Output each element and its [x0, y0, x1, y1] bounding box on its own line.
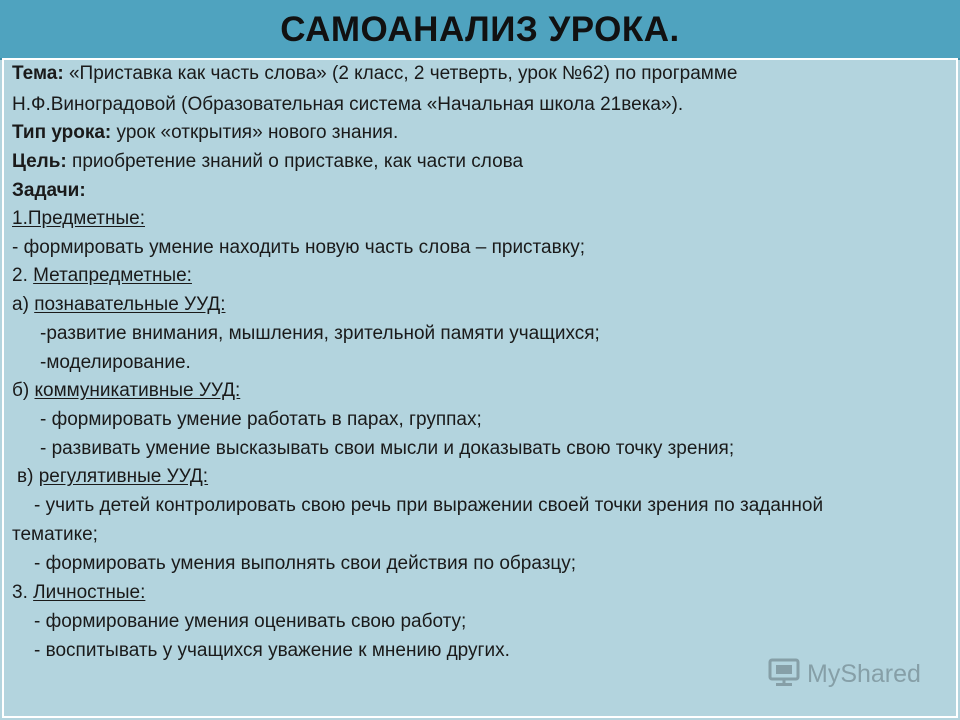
slide-title: САМОАНАЛИЗ УРОКА. — [280, 10, 680, 49]
lesson-type-label: Тип урока: — [12, 122, 112, 143]
regulatory-prefix: в) — [17, 466, 39, 487]
cognitive-item-1: -развитие внимания, мышления, зрительной памяти учащихся; — [40, 323, 600, 344]
projector-screen-icon — [767, 656, 801, 693]
meta-heading-text: Метапредметные: — [33, 265, 192, 286]
personal-heading-text: Личностные: — [33, 582, 146, 603]
meta-prefix: 2. — [12, 265, 34, 286]
communicative-item-2: - развивать умение высказывать свои мысли и доказывать свою точку зрения; — [40, 438, 735, 459]
tasks-heading — [12, 178, 86, 204]
theme-value-line1: «Приставка как часть слова» (2 класс, 2 четверть, урок №62) по программе — [63, 63, 738, 84]
regulatory-item-1-line-1: - учить детей контролировать свою речь при выражении своей точки зрения по заданной — [34, 495, 824, 516]
personal-item-2: - воспитывать у учащихся уважение к мнению других. — [34, 640, 510, 661]
cognitive-prefix: а) — [12, 294, 35, 315]
communicative-prefix: б) — [12, 380, 35, 401]
cognitive-heading — [12, 292, 225, 318]
personal-heading — [12, 580, 145, 606]
goal-value: приобретение знаний о приставке, как части слова — [66, 151, 524, 172]
subject-item-1: - формировать умение находить новую часть слова – приставку; — [12, 237, 586, 258]
lesson-type-value: урок «открытия» нового знания. — [111, 122, 399, 143]
communicative-heading-text: коммуникативные УУД: — [34, 380, 241, 401]
watermark — [767, 657, 921, 691]
tasks-label: Задачи: — [12, 180, 86, 201]
personal-item-1: - формирование умения оценивать свою работу; — [34, 611, 467, 632]
goal-label: Цель: — [12, 151, 67, 172]
communicative-heading — [12, 378, 240, 404]
cognitive-heading-text: познавательные УУД: — [34, 294, 226, 315]
theme-line-2: Н.Ф.Виноградовой (Образовательная система «Начальная школа 21века»). — [12, 94, 684, 115]
watermark-text: MyShared — [807, 659, 921, 688]
communicative-item-1: - формировать умение работать в парах, группах; — [40, 409, 482, 430]
personal-prefix: 3. — [12, 582, 34, 603]
subject-heading-text: 1.Предметные: — [12, 208, 145, 229]
regulatory-heading-text: регулятивные УУД: — [38, 466, 209, 487]
cognitive-item-2: -моделирование. — [40, 352, 191, 373]
subject-heading — [12, 206, 145, 232]
meta-heading — [12, 263, 192, 289]
lesson-type-line — [12, 120, 398, 146]
goal-line — [12, 149, 523, 175]
theme-line-1 — [12, 61, 737, 87]
theme-label: Тема: — [12, 63, 64, 84]
regulatory-item-2: - формировать умения выполнять свои действия по образцу; — [34, 553, 577, 574]
regulatory-heading — [17, 464, 208, 490]
regulatory-item-1-line-2: тематике; — [12, 524, 98, 545]
